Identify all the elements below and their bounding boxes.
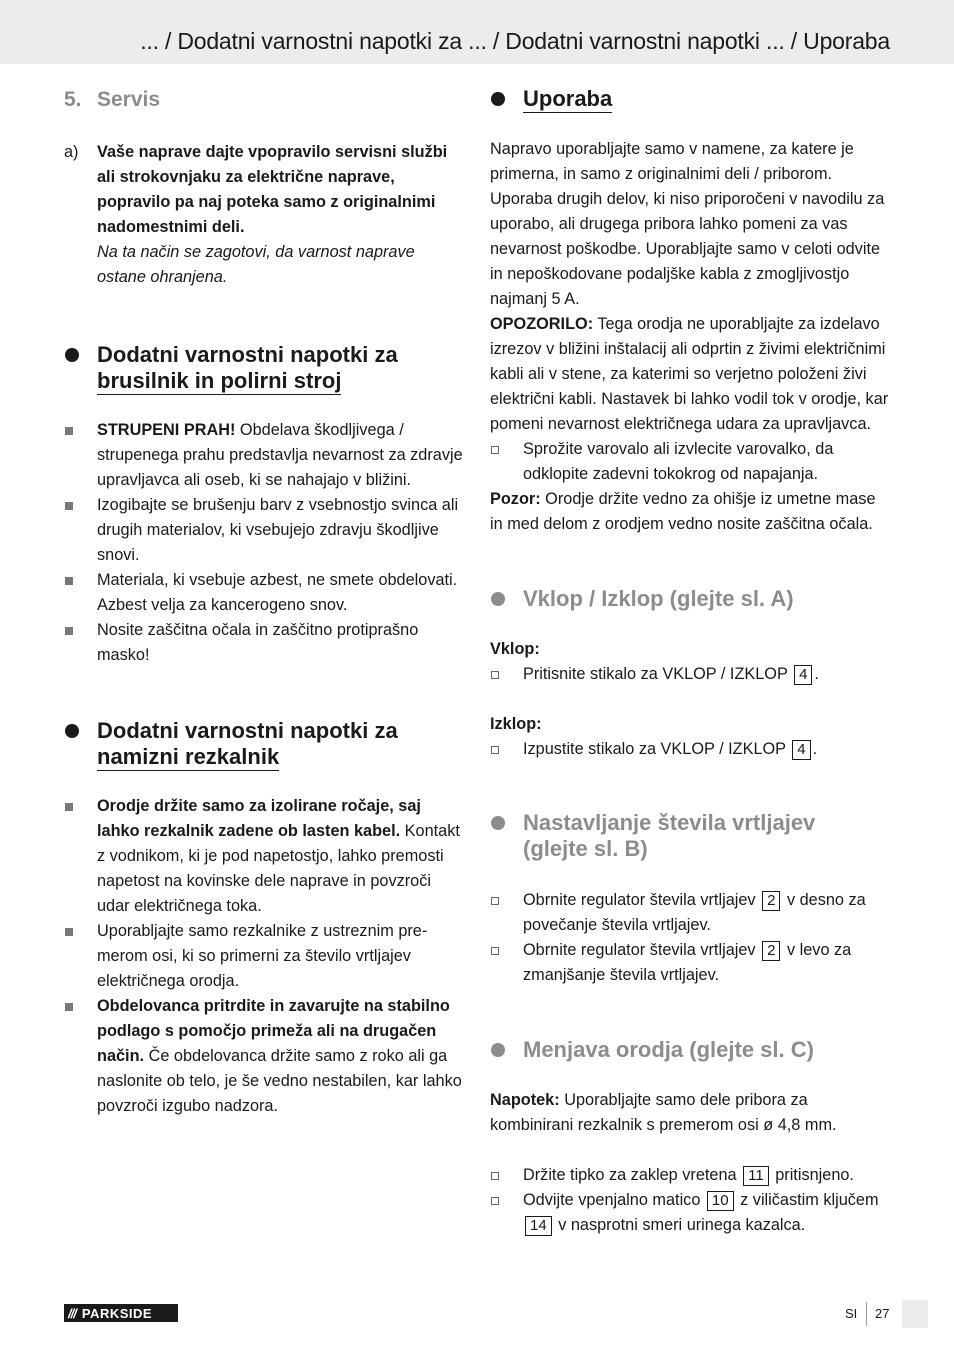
parkside-logo (64, 1304, 178, 1322)
item-text: Uporabljajte samo rezkalnike z ustreznim premerom osi, ki so primerni za število vrtljajev električnega orodja. (97, 922, 428, 990)
page-number: 27 (875, 1306, 890, 1321)
heading-line2: brusilnik in polirni stroj (97, 368, 342, 393)
checkbox-bullet-icon (491, 1197, 499, 1205)
section-brusilnik-heading (64, 342, 464, 394)
item-text: Pritisnite stikalo za VKLOP / IZKLOP (523, 665, 788, 683)
heading-line2: (glejte sl. B) (523, 836, 648, 861)
heading-line1: Dodatni varnostni napotki za (97, 342, 398, 367)
page-header-title: ... / Dodatni varnostni napotki za ... / Dodatni varnostni napotki ... / Uporaba (140, 28, 890, 54)
list-item (64, 919, 464, 994)
item-text: pritisnjeno. (770, 1166, 854, 1184)
pozor-text: Orodje držite vedno za ohišje iz umetne mase in med delom z orodjem vedno nosite zaščitna očala. (490, 490, 876, 533)
section-title: Servis (97, 88, 161, 111)
item-bold: Obdelovanca pritrdite in zavarujte na stabilno podlago s pomočjo primeža ali na drugačen način. (97, 997, 450, 1065)
checkbox-bullet-icon (491, 446, 499, 454)
napotek-text: Uporabljajte samo dele pribora za kombinirani rezkalnik s premerom osi ø 4,8 mm. (490, 1091, 837, 1134)
checkbox-bullet-icon (491, 671, 499, 679)
item-text: z viličastim ključem (735, 1191, 879, 1209)
menjava-list (490, 1163, 890, 1238)
section-rezkalnik-heading (64, 718, 464, 770)
item-text: Obrnite regulator števila vrtljajev (523, 941, 756, 959)
bullet-dot-icon (491, 92, 505, 106)
reference-number: 14 (525, 1216, 552, 1236)
checkbox-bullet-icon (491, 1172, 499, 1180)
bullet-dot-icon (65, 348, 79, 362)
item-label: a) (64, 143, 79, 161)
right-column (490, 84, 890, 1238)
list-item (490, 1188, 890, 1238)
heading-text: Menjava orodja (glejte sl. C) (523, 1037, 814, 1062)
left-column (64, 84, 464, 1119)
item-text: Materiala, ki vsebuje azbest, ne smete obdelovati. Azbest velja za kancerogeno snov. (97, 571, 458, 614)
footer-language: SI (845, 1306, 858, 1321)
item-text: Če obdelovanca držite samo z roko ali ga naslonite ob telo, je še vedno nestabilen, kar lahko povzroči izgubo nadzora. (97, 1047, 462, 1115)
brusilnik-list (64, 418, 464, 668)
reference-number: 11 (743, 1166, 769, 1186)
rezkalnik-list (64, 794, 464, 1119)
reference-number: 4 (792, 740, 810, 760)
item-text: Obrnite regulator števila vrtljajev (523, 891, 756, 909)
section-menjava-heading (490, 1037, 890, 1063)
item-text: Obdelava škodljivega / strupenega prahu predstavlja nevarnost za zdravje upravljavca ali oseb, ki se nahajajo v bližini. (97, 421, 463, 489)
bullet-dot-icon (491, 1043, 505, 1057)
list-item (64, 794, 464, 919)
bullet-dot-icon (65, 724, 79, 738)
napotek-paragraph (490, 1088, 890, 1138)
reference-number: 4 (794, 665, 812, 685)
checkbox-bullet-icon (491, 947, 499, 955)
item-bold: Orodje držite samo za izolirane ročaje, saj lahko rezkalnik zadene ob lasten kabel. (97, 797, 421, 840)
item-text: v nasprotni smeri urinega kazalca. (553, 1216, 806, 1234)
servis-item-bold: Vaše naprave dajte vpopravilo servisni službi ali strokovnjaku za električne naprave, popravilo pa naj poteka samo z originalnimi nadomestnimi deli. (97, 143, 448, 236)
vklop-list (490, 662, 890, 687)
square-bullet-icon (65, 803, 73, 811)
bullet-dot-icon (491, 592, 505, 606)
footer-divider (866, 1302, 867, 1326)
izklop-label: Izklop: (490, 715, 542, 733)
pozor-paragraph (490, 487, 890, 537)
heading-text: Vklop / Izklop (glejte sl. A) (523, 586, 794, 611)
item-text: v levo za zmanjšanje števila vrtljajev. (523, 941, 852, 984)
warning-label: OPOZORILO: (490, 315, 594, 333)
list-item (64, 618, 464, 668)
list-item (64, 418, 464, 493)
square-bullet-icon (65, 577, 73, 585)
item-bold: STRUPENI PRAH! (97, 421, 236, 439)
pozor-label: Pozor: (490, 490, 541, 508)
item-text: v desno za povečanje števila vrtljajev. (523, 891, 866, 934)
bullet-dot-icon (491, 816, 505, 830)
warning-text: Tega orodja ne uporabljajte za izdelavo izrezov v bližini inštalacij ali odprtin z živimi električnimi kabli ali v stene, za katerimi so verjetno položeni živi električni kabli. Nastavek bi lahko vodil tok v orodje, kar pomeni nevarnost električnega udara za upravljavca. (490, 315, 889, 433)
servis-item (64, 140, 464, 290)
item-text: Držite tipko za zaklep vretena (523, 1166, 737, 1184)
heading-line1: Nastavljanje števila vrtljajev (523, 810, 816, 835)
header-bar (0, 0, 954, 64)
heading-line1: Dodatni varnostni napotki za (97, 718, 398, 743)
checkbox-bullet-icon (491, 897, 499, 905)
item-text: Nosite zaščitna očala in zaščitno protiprašno masko! (97, 621, 419, 664)
list-item (64, 994, 464, 1119)
reference-number: 10 (707, 1191, 734, 1211)
item-text: Kontakt z vodnikom, ki je pod napetostjo, lahko premosti napetost na kovinske dele naprave in povzroči udar električnega toka. (97, 822, 460, 915)
square-bullet-icon (65, 1003, 73, 1011)
checkbox-bullet-icon (491, 746, 499, 754)
izklop-list (490, 737, 890, 762)
section-servis-heading (64, 86, 464, 114)
reference-number: 2 (762, 941, 780, 961)
item-text: Odvijte vpenjalno matico (523, 1191, 701, 1209)
logo-slashes: /// (68, 1305, 76, 1321)
item-text: Sprožite varovalo ali izvlecite varovalko, da odklopite zadevni tokokrog od napajanja. (523, 440, 834, 483)
list-item (490, 1163, 890, 1188)
list-item: Izpustite stikalo za VKLOP / IZKLOP 4 . (490, 737, 890, 762)
square-bullet-icon (65, 502, 73, 510)
section-uporaba-heading (490, 86, 890, 112)
list-item: Pritisnite stikalo za VKLOP / IZKLOP 4 . (490, 662, 890, 687)
napotek-label: Napotek: (490, 1091, 560, 1109)
section-vklop-heading (490, 586, 890, 612)
uporaba-paragraph: Napravo uporabljajte samo v namene, za katere je primerna, in samo z originalnimi deli / priborom. Uporaba drugih delov, ki niso priporočeni v navodilu za uporabo, ali drugega pribora lahko pomeni za vas nevarnost poškodbe. Uporabljajte samo v celoti odvite in nepoškodovane podaljške kabla z zmogljivostjo najmanj 5 A. (490, 140, 885, 308)
list-item (490, 437, 890, 487)
heading-line2: namizni rezkalnik (97, 744, 280, 769)
square-bullet-icon (65, 627, 73, 635)
square-bullet-icon (65, 427, 73, 435)
footer-page-tab (902, 1300, 928, 1328)
list-item (64, 493, 464, 568)
warning-list (490, 437, 890, 487)
logo-text: PARKSIDE (81, 1305, 153, 1321)
heading-text: Uporaba (523, 86, 613, 111)
list-item (490, 888, 890, 938)
warning-paragraph (490, 312, 890, 437)
vklop-label: Vklop: (490, 640, 540, 658)
item-text: Izpustite stikalo za VKLOP / IZKLOP (523, 740, 786, 758)
vrtljaji-list (490, 888, 890, 988)
servis-item-italic: Na ta način se zagotovi, da varnost naprave ostane ohranjena. (97, 243, 415, 286)
list-item (64, 568, 464, 618)
square-bullet-icon (65, 928, 73, 936)
reference-number: 2 (762, 891, 780, 911)
section-number: 5. (64, 88, 82, 111)
section-vrtljaji-heading (490, 810, 890, 862)
list-item (490, 938, 890, 988)
item-text: Izogibajte se brušenju barv z vsebnostjo svinca ali drugih materialov, ki vsebujejo zdravju škodljive snovi. (97, 496, 459, 564)
